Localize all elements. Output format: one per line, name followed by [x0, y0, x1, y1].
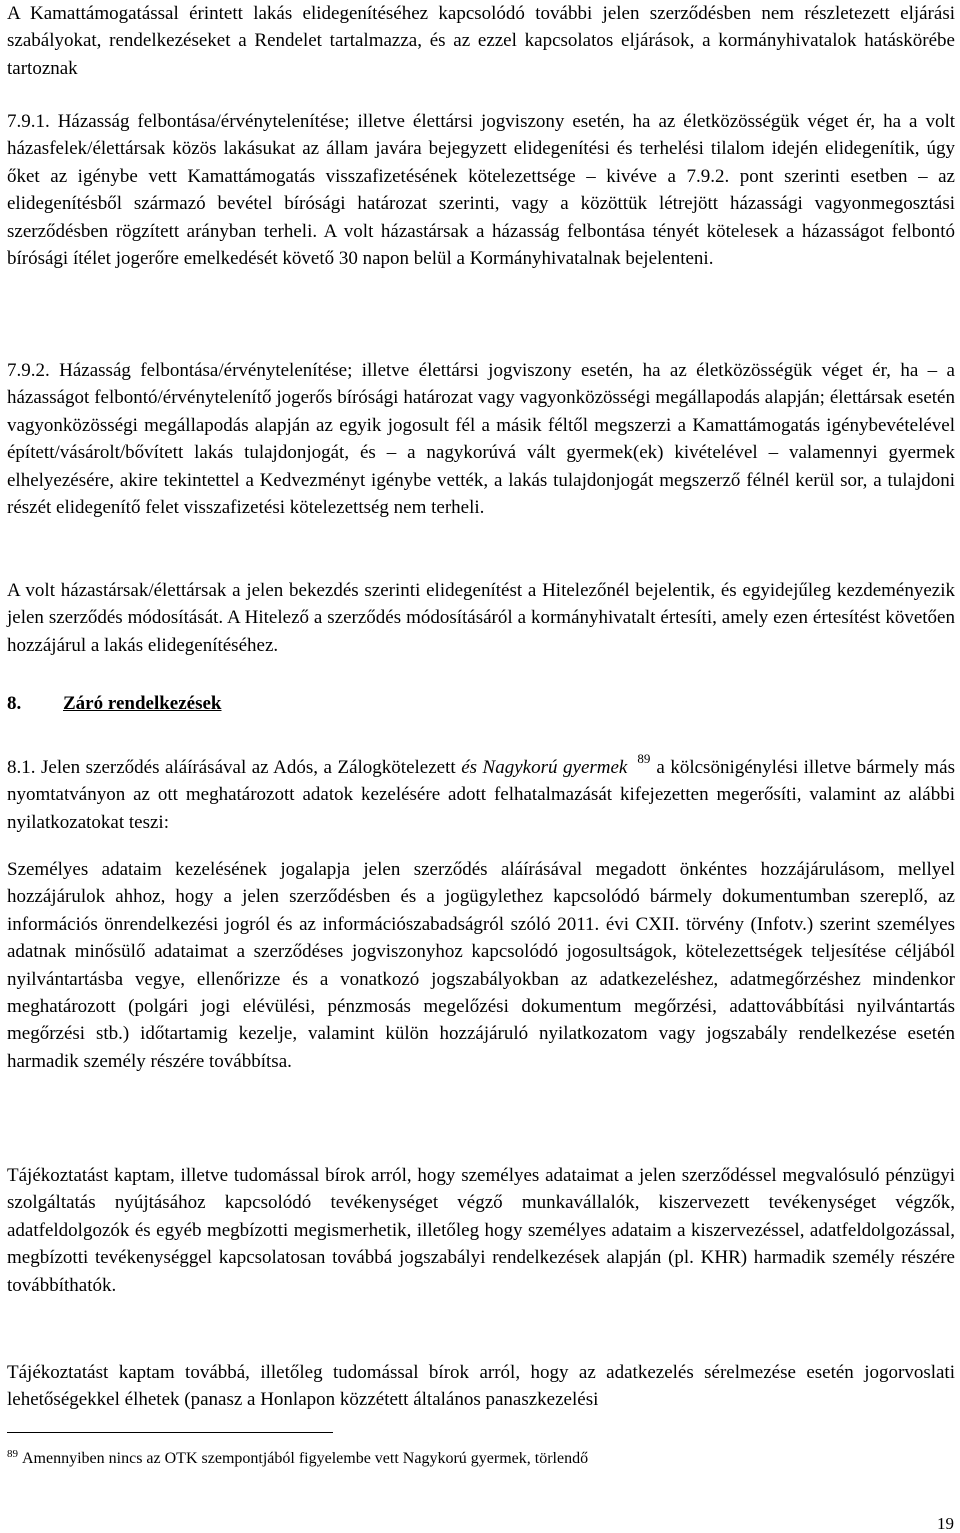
section-7-9-2-notice-paragraph: A volt házastársak/élettársak a jelen bekezdés szerinti elidegenítést a Hitelezőnél bejelentik, és egyidejűleg kezdeményezik jelen szerződés módosítását. A Hitelező a szerződés módosításáról a kormányhivatalt értesíti, amely ezen értesítést követően hozzájárul a lakás elidegenítéséhez.: [7, 580, 955, 656]
section-8-heading: [7, 690, 222, 717]
section-8-title: Záró rendelkezések: [63, 693, 222, 714]
page-number: 19: [937, 1514, 954, 1533]
section-8-1-text-end: a kölcsönigénylési illetve bármely más nyomtatványon az ott meghatározott adatok kezelésére adott felhatalmazását kifejezetten megerősíti, valamint az alábbi nyilatkozatokat teszi:: [7, 757, 955, 833]
section-8-1-text-start: 8.1. Jelen szerződés aláírásával az Adós, a Zálogkötelezett: [7, 757, 462, 778]
information-paragraph-1: Tájékoztatást kaptam, illetve tudomással bírok arról, hogy személyes adataimat a jelen szerződéssel megvalósuló pénzügyi szolgáltatás nyújtásához kapcsolódó tevékenységet végző munkavállalók, kiszervezett tevékenységet végzők, adatfeldolgozók és egyéb megbízotti megismerhetik, illetőleg hogy személyes adataim a kiszervezéssel, adatfeldolgozással, megbízotti tevékenységgel kapcsolatosan továbbá jogszabályi rendelkezések alapján (pl. KHR) harmadik személy részére továbbíthatók.: [7, 1165, 955, 1296]
section-8-1-italic-text: és Nagykorú gyermek: [461, 757, 628, 778]
footnote-divider: [7, 1432, 333, 1433]
intro-paragraph: A Kamattámogatással érintett lakás elidegenítéséhez kapcsolódó további jelen szerződésben nem részletezett eljárási szabályokat, rendelkezéseket a Rendelet tartalmazza, és az ezzel kapcsolatos eljárások, a kormányhivatalok hatáskörébe tartoznak: [7, 3, 955, 79]
footnote-number: 89: [7, 1448, 18, 1460]
footnote-reference: 89: [637, 751, 651, 766]
section-7-9-1-paragraph: 7.9.1. Házasság felbontása/érvénytelenítése; illetve élettársi jogviszony esetén, ha az életközösségük véget ér, ha a volt házasfelek/élettársak közös lakásukat az állam javára bejegyzett elidegenítési és terhelési tilalom idején elidegenítik, úgy őket az igénybe vett Kamattámogatás visszafizetésének kötelezettsége – kivéve a 7.9.2. pont szerinti esetben – az elidegenítésből származó bevétel bírósági határozat szerinti, vagy a közöttük létrejött házassági vagyonmegosztási szerződésben rögzített arányban terheli. A volt házastársak a házasság felbontása tényét kötelesek a házasságot felbontó bírósági ítélet jogerőre emelkedését követő 30 napon belül a Kormányhivatalnak bejelenteni.: [7, 111, 955, 270]
footnote-text: Amennyiben nincs az OTK szempontjából figyelembe vett Nagykorú gyermek, törlendő: [22, 1450, 589, 1467]
information-paragraph-2: Tájékoztatást kaptam továbbá, illetőleg tudomással bírok arról, hogy az adatkezelés sérelmezése esetén jogorvoslati lehetőségekkel élhetek (panasz a Honlapon közzétett általános panaszkezelési: [7, 1362, 955, 1411]
section-8-1-paragraph: [7, 745, 955, 836]
section-7-9-2-paragraph: 7.9.2. Házasság felbontása/érvénytelenítése; illetve élettársi jogviszony esetén, ha az életközösségük véget ér, ha – a házasságot felbontó/érvénytelenítő jogerős bírósági határozat vagy vagyonközösségi megállapodás alapján; élettársak esetén vagyonközösségi megállapodás alapján az egyik jogosult fél a másik féltől megszerzi a Kamattámogatás igénybevételével épített/vásárolt/bővített lakás tulajdonjogát, és – a nagykorúvá vált gyermek(ek) kivételével – valamennyi gyermek elhelyezésére, akire tekintettel a Kedvezményt igénybe vették, a lakás tulajdonjogát megszerző félnél kerül sor, a tulajdoni részét elidegenítő felet visszafizetési kötelezettség nem terheli.: [7, 360, 955, 519]
data-consent-paragraph: Személyes adataim kezelésének jogalapja jelen szerződés aláírásával megadott önkéntes hozzájárulásom, mellyel hozzájárulok ahhoz, hogy a jelen szerződésben és a jogügylethez kapcsolódó bármely dokumentumban szereplő, az információs önrendelkezési jogról és az információszabadságról szóló 2011. évi CXII. törvény (Infotv.) szerint személyes adatnak minősülő adataimat a szerződéses jogviszonyhoz kapcsolódó jogosultságok, kötelezettségek teljesítése céljából nyilvántartásba vegye, ellenőrizze és a vonatkozó jogszabályokban az adatkezeléshez, adatmegőrzéshez mindenkor meghatározott (polgári jogi elévülési, pénzmosás megelőzési dokumentum megőrzési, adattovábbítási nyilvántartás megőrzési stb.) időtartamig kezelje, valamint külön hozzájáruló nyilatkozatom vagy jogszabály rendelkezése esetén harmadik személy részére továbbítsa.: [7, 859, 955, 1072]
section-8-number: 8.: [7, 693, 22, 714]
footnote: [7, 1444, 588, 1469]
